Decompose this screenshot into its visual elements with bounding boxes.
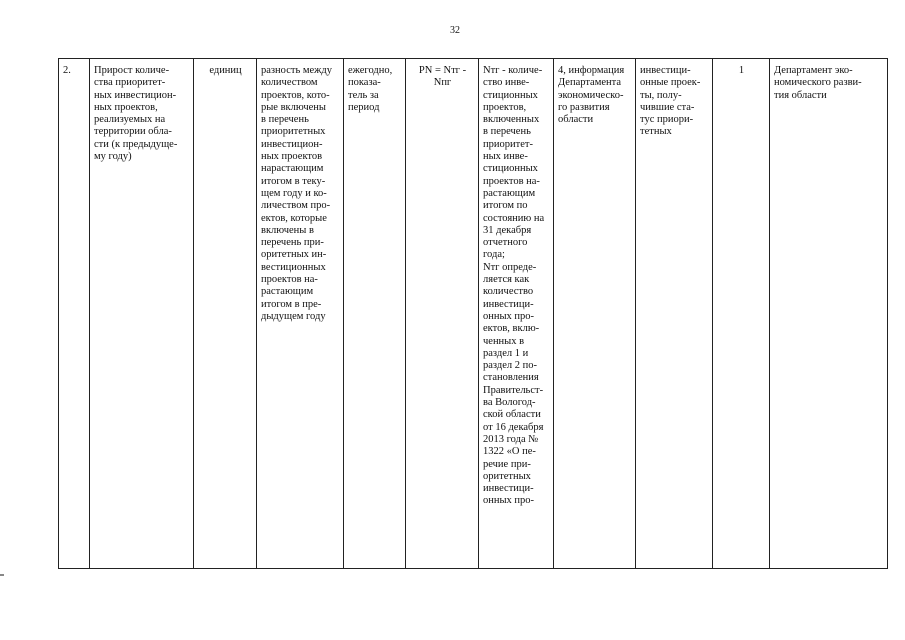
scan-edge-mark — [0, 574, 4, 576]
row-number-cell: 2. — [59, 59, 90, 569]
method-cell: 1 — [713, 59, 770, 569]
responsible-cell: Департамент эко- номического разви- тия области — [770, 59, 888, 569]
page-number: 32 — [450, 25, 460, 36]
indicator-table — [58, 58, 888, 569]
population-cell: инвестици- онные проек- ты, полу- чившие ста- тус приори- тетных — [636, 59, 713, 569]
table-row — [59, 59, 888, 569]
formula-cell: PN = Nтг - Nпг — [406, 59, 479, 569]
indicator-name-cell: Прирост количе- ства приоритет- ных инвестицион- ных проектов, реализуемых на территории обла- сти (к предыдуще- му году) — [90, 59, 194, 569]
data-source-cell: 4, информация Департамента экономическо- го развития области — [554, 59, 636, 569]
frequency-cell: ежегодно, показа- тель за период — [344, 59, 406, 569]
definition-cell: разность между количеством проектов, кото- рые включены в перечень приоритетных инвестицион- ных проектов нарастающим итогом в теку- щем году и ко- личеством про- ектов, которые включены в перечень при- оритетных ин- вестиционных проектов на- растающим итогом в пре- дыдущем году — [257, 59, 344, 569]
unit-cell: единиц — [194, 59, 257, 569]
formula-explanation-cell: Nтг - количе- ство инве- стиционных проектов, включенных в перечень приоритет- ных инве- стиционных проектов на- растающим итогом по состоянию на 31 декабря отчетного года; Nтг опреде- ляется как количество инвестици- онных про- ектов, вклю- ченных в раздел 1 и раздел 2 по- становления Правительст- ва Вологод- ской области от 16 декабря 2013 года № 1322 «О пе- речие при- оритетных инвестици- онных про- — [479, 59, 554, 569]
